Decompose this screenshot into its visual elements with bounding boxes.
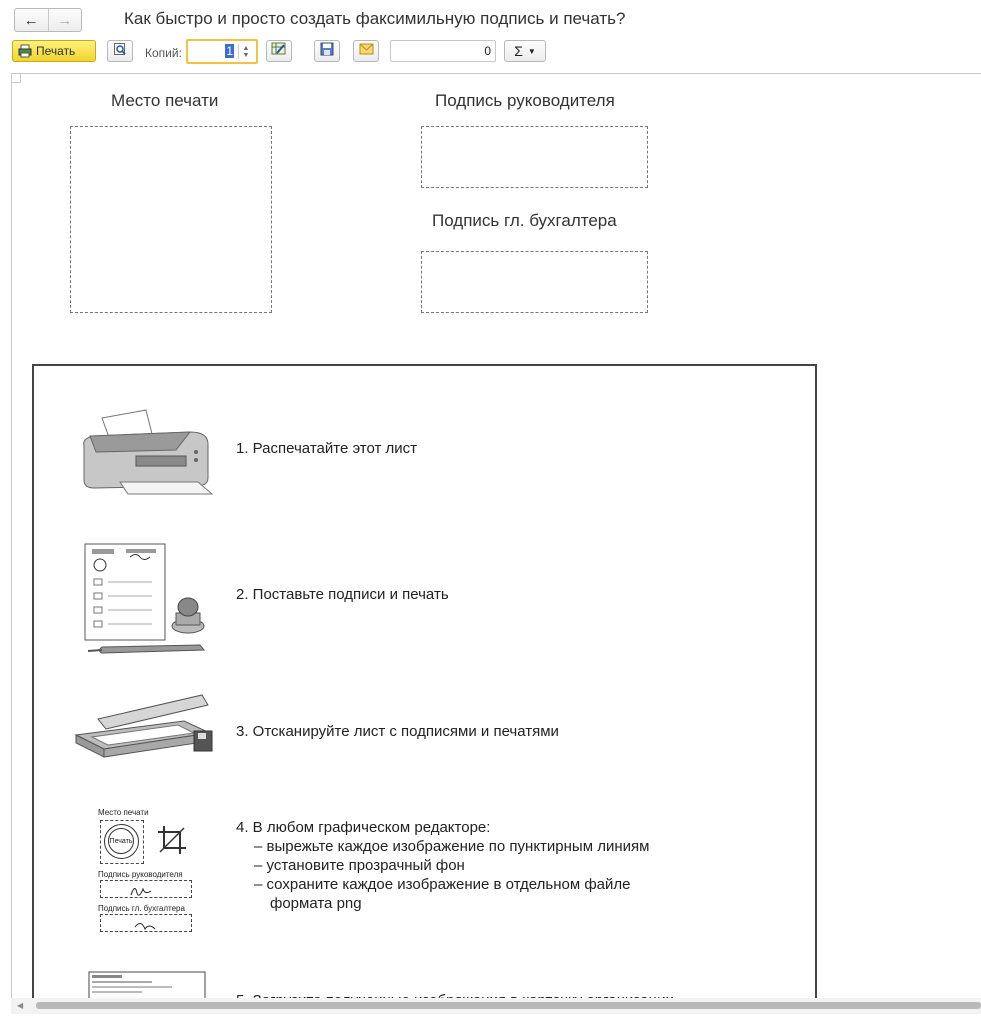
save-icon (320, 42, 334, 61)
send-email-button[interactable] (353, 40, 379, 62)
crop-illustration (96, 808, 200, 933)
sigma-icon: Σ (514, 43, 523, 59)
thumb-acc-box (100, 914, 192, 932)
scanner-illustration (74, 691, 214, 776)
step-1-text: 1. Распечатайте этот лист (236, 440, 418, 457)
thumb-stamp-label: Место печати (98, 808, 149, 817)
back-button[interactable] (15, 9, 49, 31)
envelope-icon (359, 42, 374, 60)
printer-illustration (80, 406, 216, 501)
edit-sheet-icon (271, 42, 287, 61)
signed-sheet-illustration (82, 541, 212, 666)
preview-icon (113, 42, 127, 61)
step-2-text: 2. Поставьте подписи и печать (236, 586, 449, 603)
print-button-label: Печать (36, 44, 76, 58)
save-button[interactable] (314, 40, 340, 62)
thumb-stamp-text: Печать (108, 828, 134, 854)
step-3-text: 3. Отсканируйте лист с подписями и печатями (236, 723, 559, 740)
title-bar (0, 0, 981, 38)
arrow-left-icon: ← (23, 11, 39, 29)
accountant-signature-box (421, 251, 648, 313)
edit-button[interactable] (266, 40, 292, 62)
instructions-panel (32, 364, 817, 1014)
head-signature-label: Подпись руководителя (435, 91, 615, 110)
scroll-left-icon[interactable]: ◀ (17, 1001, 24, 1010)
page-title: Как быстро и просто создать факсимильную подпись и печать? (124, 9, 626, 28)
step-4-item: – вырежьте каждое изображение по пунктирным линиям (254, 838, 650, 855)
document-area[interactable] (11, 73, 981, 1014)
scrollbar-thumb[interactable] (36, 1002, 981, 1009)
print-button[interactable] (12, 40, 96, 62)
step-4-title: 4. В любом графическом редакторе: (236, 819, 491, 836)
step-4-text (236, 818, 649, 913)
copies-stepper[interactable]: ▲ ▼ (238, 44, 253, 59)
horizontal-scrollbar[interactable] (11, 998, 981, 1014)
crop-icon (156, 824, 188, 861)
toolbar (0, 38, 981, 68)
arrow-right-icon: → (57, 11, 73, 29)
thumb-head-box (100, 880, 192, 898)
copies-value: 1 (226, 44, 233, 58)
chevron-down-icon: ▼ (527, 46, 536, 56)
step-4-item: – установите прозрачный фон (254, 857, 465, 874)
thumb-acc-label: Подпись гл. бухгалтера (98, 904, 185, 913)
stamp-place-label: Место печати (111, 91, 219, 110)
thumb-head-label: Подпись руководителя (98, 870, 183, 879)
head-signature-box (421, 126, 648, 188)
thumb-stamp-box (100, 820, 144, 864)
accountant-signature-label: Подпись гл. бухгалтера (432, 211, 617, 230)
copies-label: Копий: (145, 46, 182, 60)
sheet-corner (12, 74, 21, 83)
sum-button[interactable] (504, 40, 546, 62)
stamp-place-box (70, 126, 272, 313)
forward-button[interactable] (49, 9, 82, 31)
preview-button[interactable] (107, 40, 133, 62)
step-4-item: – сохраните каждое изображение в отдельном файле (254, 876, 631, 893)
printer-icon (18, 44, 32, 58)
navigation-buttons (14, 8, 82, 32)
sum-field[interactable]: 0 (390, 40, 496, 62)
copies-input[interactable] (186, 39, 258, 64)
step-4-item: формата png (270, 895, 362, 912)
